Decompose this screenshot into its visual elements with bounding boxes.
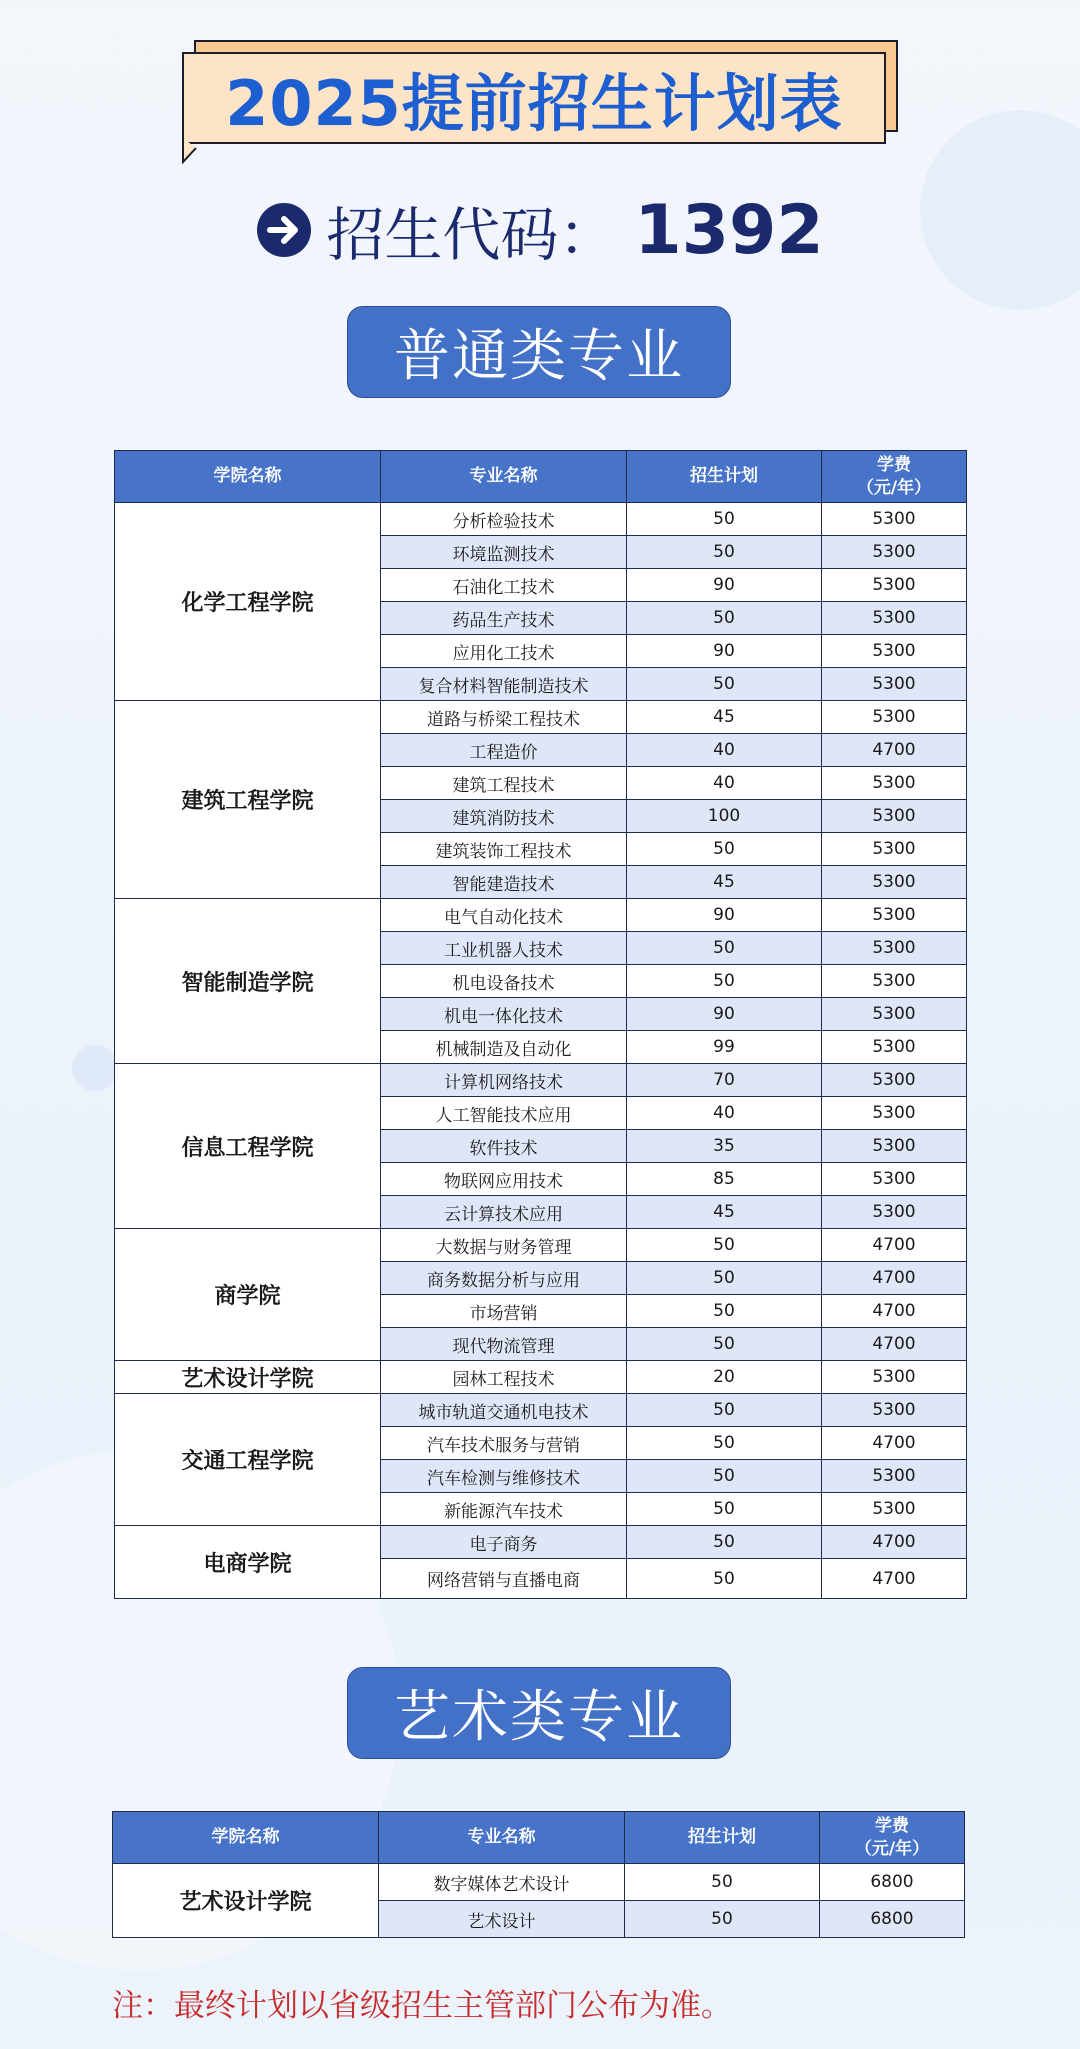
college-cell: 化学工程学院 — [115, 503, 381, 701]
plan-cell: 40 — [627, 1097, 822, 1130]
fee-cell: 5300 — [822, 800, 967, 833]
plan-cell: 50 — [627, 536, 822, 569]
major-cell: 工程造价 — [381, 734, 627, 767]
fee-cell: 5300 — [822, 536, 967, 569]
major-cell: 云计算技术应用 — [381, 1196, 627, 1229]
footnote: 注：最终计划以省级招生主管部门公布为准。 — [112, 1988, 732, 2024]
fee-cell: 5300 — [822, 1361, 967, 1394]
plan-cell: 45 — [627, 866, 822, 899]
major-cell: 数字媒体艺术设计 — [379, 1864, 625, 1901]
major-cell: 物联网应用技术 — [381, 1163, 627, 1196]
plan-cell: 70 — [627, 1064, 822, 1097]
header-fee — [822, 451, 967, 503]
plan-cell: 50 — [627, 1262, 822, 1295]
fee-cell: 5300 — [822, 569, 967, 602]
major-cell: 电子商务 — [381, 1526, 627, 1559]
college-cell: 建筑工程学院 — [115, 701, 381, 899]
major-cell: 新能源汽车技术 — [381, 1493, 627, 1526]
plan-cell: 90 — [627, 998, 822, 1031]
fee-cell: 5300 — [822, 1394, 967, 1427]
header-fee-line1: 学费 — [875, 1816, 909, 1837]
fee-cell: 6800 — [820, 1864, 965, 1901]
fee-cell: 5300 — [822, 932, 967, 965]
plan-cell: 50 — [627, 602, 822, 635]
header-fee — [820, 1812, 965, 1864]
major-cell: 石油化工技术 — [381, 569, 627, 602]
fee-cell: 5300 — [822, 602, 967, 635]
table-row — [115, 503, 967, 536]
major-cell: 建筑工程技术 — [381, 767, 627, 800]
plan-cell: 100 — [627, 800, 822, 833]
major-cell: 网络营销与直播电商 — [381, 1559, 627, 1599]
table-row — [115, 701, 967, 734]
fee-cell: 5300 — [822, 1064, 967, 1097]
plan-cell: 50 — [627, 932, 822, 965]
major-cell: 计算机网络技术 — [381, 1064, 627, 1097]
plan-cell: 50 — [627, 1328, 822, 1361]
arrow-right-circle-icon — [256, 202, 312, 258]
fee-cell: 5300 — [822, 866, 967, 899]
fee-cell: 5300 — [822, 701, 967, 734]
major-cell: 应用化工技术 — [381, 635, 627, 668]
major-cell: 城市轨道交通机电技术 — [381, 1394, 627, 1427]
fee-cell: 4700 — [822, 1295, 967, 1328]
major-cell: 工业机器人技术 — [381, 932, 627, 965]
plan-cell: 45 — [627, 1196, 822, 1229]
page-title: 2025提前招生计划表 — [225, 66, 843, 140]
major-cell: 建筑装饰工程技术 — [381, 833, 627, 866]
fee-cell: 5300 — [822, 503, 967, 536]
fee-cell: 5300 — [822, 1493, 967, 1526]
plan-cell: 50 — [627, 1526, 822, 1559]
fee-cell: 5300 — [822, 1097, 967, 1130]
major-cell: 汽车检测与维修技术 — [381, 1460, 627, 1493]
plan-cell: 50 — [627, 1460, 822, 1493]
plan-cell: 50 — [627, 1493, 822, 1526]
table-row — [113, 1864, 965, 1901]
header-college: 学院名称 — [115, 451, 381, 503]
plan-cell: 20 — [627, 1361, 822, 1394]
title-banner-front — [182, 52, 886, 144]
major-cell: 药品生产技术 — [381, 602, 627, 635]
fee-cell: 4700 — [822, 1328, 967, 1361]
fee-cell: 4700 — [822, 1262, 967, 1295]
plan-cell: 50 — [627, 1559, 822, 1599]
college-cell: 艺术设计学院 — [113, 1864, 379, 1938]
header-fee-line1: 学费 — [877, 455, 911, 476]
major-cell: 园林工程技术 — [381, 1361, 627, 1394]
major-cell: 电气自动化技术 — [381, 899, 627, 932]
major-cell: 分析检验技术 — [381, 503, 627, 536]
fee-cell: 4700 — [822, 1229, 967, 1262]
college-cell: 商学院 — [115, 1229, 381, 1361]
plan-cell: 50 — [627, 1394, 822, 1427]
plan-cell: 50 — [627, 1295, 822, 1328]
header-major: 专业名称 — [379, 1812, 625, 1864]
section-art-title: 艺术类专业 — [347, 1667, 731, 1759]
major-cell: 汽车技术服务与营销 — [381, 1427, 627, 1460]
fee-cell: 4700 — [822, 734, 967, 767]
fee-cell: 5300 — [822, 668, 967, 701]
fee-cell: 5300 — [822, 1460, 967, 1493]
title-banner — [182, 40, 894, 150]
fee-cell: 5300 — [822, 833, 967, 866]
fee-cell: 4700 — [822, 1559, 967, 1599]
table-row — [115, 1361, 967, 1394]
header-fee-line2: （元/年） — [856, 477, 932, 498]
major-cell: 现代物流管理 — [381, 1328, 627, 1361]
major-cell: 软件技术 — [381, 1130, 627, 1163]
major-cell: 机械制造及自动化 — [381, 1031, 627, 1064]
plan-cell: 90 — [627, 569, 822, 602]
table-row — [115, 1229, 967, 1262]
fee-cell: 5300 — [822, 1163, 967, 1196]
plan-cell: 50 — [627, 965, 822, 998]
major-cell: 机电设备技术 — [381, 965, 627, 998]
plan-cell: 50 — [627, 1229, 822, 1262]
fee-cell: 5300 — [822, 998, 967, 1031]
plan-cell: 50 — [627, 668, 822, 701]
plan-cell: 50 — [627, 1427, 822, 1460]
college-cell: 艺术设计学院 — [115, 1361, 381, 1394]
plan-cell: 35 — [627, 1130, 822, 1163]
code-label: 招生代码： — [326, 201, 617, 269]
table-row — [115, 1394, 967, 1427]
header-college: 学院名称 — [113, 1812, 379, 1864]
header-plan: 招生计划 — [625, 1812, 820, 1864]
regular-plan-table — [114, 450, 967, 1599]
plan-cell: 50 — [625, 1864, 820, 1901]
major-cell: 智能建造技术 — [381, 866, 627, 899]
major-cell: 人工智能技术应用 — [381, 1097, 627, 1130]
header-fee-line2: （元/年） — [854, 1838, 930, 1859]
major-cell: 大数据与财务管理 — [381, 1229, 627, 1262]
section-regular-title: 普通类专业 — [347, 306, 731, 398]
major-cell: 市场营销 — [381, 1295, 627, 1328]
major-cell: 建筑消防技术 — [381, 800, 627, 833]
college-cell: 电商学院 — [115, 1526, 381, 1599]
plan-cell: 90 — [627, 635, 822, 668]
fee-cell: 4700 — [822, 1526, 967, 1559]
fee-cell: 6800 — [820, 1901, 965, 1938]
major-cell: 复合材料智能制造技术 — [381, 668, 627, 701]
fee-cell: 5300 — [822, 1031, 967, 1064]
major-cell: 道路与桥梁工程技术 — [381, 701, 627, 734]
fee-cell: 4700 — [822, 1427, 967, 1460]
plan-cell: 99 — [627, 1031, 822, 1064]
fee-cell: 5300 — [822, 767, 967, 800]
college-cell: 智能制造学院 — [115, 899, 381, 1064]
plan-cell: 50 — [627, 503, 822, 536]
plan-cell: 90 — [627, 899, 822, 932]
plan-cell: 85 — [627, 1163, 822, 1196]
major-cell: 艺术设计 — [379, 1901, 625, 1938]
plan-cell: 50 — [625, 1901, 820, 1938]
fee-cell: 5300 — [822, 1130, 967, 1163]
major-cell: 商务数据分析与应用 — [381, 1262, 627, 1295]
header-major: 专业名称 — [381, 451, 627, 503]
decor-dot — [72, 1045, 118, 1091]
college-cell: 信息工程学院 — [115, 1064, 381, 1229]
fee-cell: 5300 — [822, 965, 967, 998]
major-cell: 环境监测技术 — [381, 536, 627, 569]
plan-cell: 45 — [627, 701, 822, 734]
plan-cell: 40 — [627, 767, 822, 800]
college-cell: 交通工程学院 — [115, 1394, 381, 1526]
table-row — [115, 1526, 967, 1559]
table-row — [115, 1064, 967, 1097]
plan-cell: 40 — [627, 734, 822, 767]
major-cell: 机电一体化技术 — [381, 998, 627, 1031]
fee-cell: 5300 — [822, 1196, 967, 1229]
plan-cell: 50 — [627, 833, 822, 866]
table-row — [115, 899, 967, 932]
header-plan: 招生计划 — [627, 451, 822, 503]
code-value: 1392 — [634, 190, 824, 270]
art-plan-table — [112, 1811, 965, 1938]
fee-cell: 5300 — [822, 899, 967, 932]
fee-cell: 5300 — [822, 635, 967, 668]
banner-tail-icon — [182, 138, 198, 164]
enrollment-code-row — [0, 188, 1080, 272]
